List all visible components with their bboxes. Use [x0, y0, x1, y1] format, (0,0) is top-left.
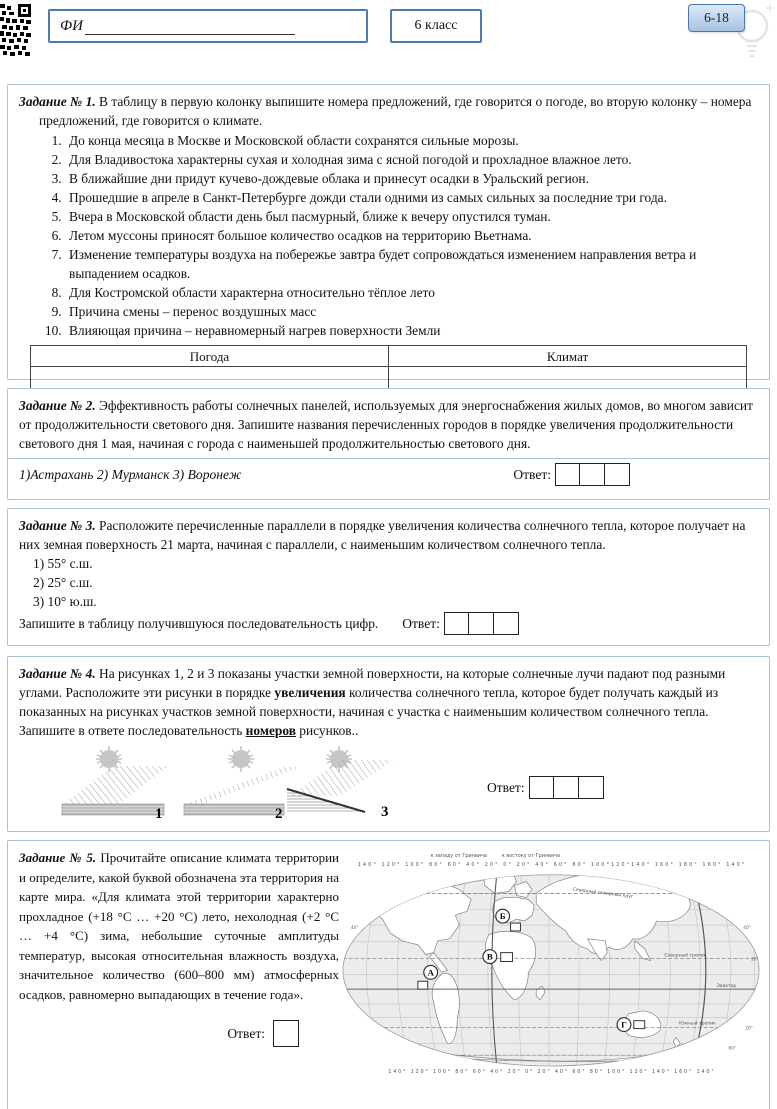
- task-1-list: [19, 131, 758, 340]
- class-field: [390, 9, 482, 43]
- task-2-options-row: [8, 458, 769, 490]
- name-fill-line: [85, 17, 295, 35]
- code-badge-text: 6-18: [704, 10, 729, 25]
- answer-box[interactable]: [579, 776, 604, 799]
- answer-boxes: [444, 612, 519, 635]
- marker-A: А: [427, 967, 434, 978]
- answer-box[interactable]: [605, 463, 630, 486]
- list-item: 2. Для Владивостока характерны сухая и холодная зима с ясной погодой и прохладное влажное лето.: [65, 150, 758, 169]
- answer-boxes: [529, 776, 604, 799]
- list-item: 1. До конца месяца в Москве и Московской области сохранятся сильные морозы.: [65, 131, 758, 150]
- task-4-text-3: рисунков..: [295, 723, 359, 738]
- list-item: 10. Влияющая причина – неравномерный нагрев поверхности Земли: [65, 321, 758, 340]
- answer-label: Ответ:: [402, 616, 440, 631]
- answer-label: Ответ:: [487, 780, 525, 795]
- map-longitude-labels-bottom: 140° 120° 100° 80° 60° 40° 20° 0° 20° 40° 60° 80° 100° 120° 140° 160° 140°: [388, 1068, 714, 1074]
- map-west-label: к западу от Гринвича: [430, 852, 487, 859]
- equator-label: Экватор: [716, 984, 737, 990]
- name-field[interactable]: [48, 9, 368, 43]
- world-map: [339, 850, 763, 1074]
- sun-angle-figure-1: [57, 744, 177, 828]
- list-item: 6. Летом муссоны приносят большое количество осадков на территорию Вьетнама.: [65, 226, 758, 245]
- list-item: 4. Прошедшие в апреле в Санкт-Петербурге дожди стали одними из самых сильных за последние три года.: [65, 188, 758, 207]
- task-1: [7, 84, 770, 380]
- answer-box[interactable]: [580, 463, 605, 486]
- table-header-weather: Погода: [31, 346, 389, 367]
- task-4-bold-2: номеров: [245, 723, 296, 738]
- answer-box[interactable]: [273, 1020, 299, 1047]
- task-3-label: Задание № 3.: [19, 518, 96, 533]
- task-3: [7, 508, 770, 646]
- qr-code: [0, 4, 31, 57]
- lat-label: 20°: [751, 957, 759, 963]
- task-3-footer-text: Запишите в таблицу получившуюся последовательность цифр.: [19, 616, 379, 631]
- sun-angle-figure-3: [281, 744, 416, 828]
- task-4-bold-1: увеличения: [274, 685, 346, 700]
- answer-box[interactable]: [529, 776, 554, 799]
- name-field-label: ФИ: [60, 17, 83, 34]
- list-item: 7. Изменение температуры воздуха на побережье завтра будет сопровождаться изменением направления ветра и выпадением осадков.: [65, 245, 758, 283]
- answer-box[interactable]: [469, 612, 494, 635]
- list-item: 5. Вчера в Московской области день был пасмурный, ближе к вечеру опустился туман.: [65, 207, 758, 226]
- task-2-label: Задание № 2.: [19, 398, 96, 413]
- lat-label: 40°: [350, 925, 359, 931]
- answer-cell-climate[interactable]: [389, 367, 747, 389]
- answer-label: Ответ:: [513, 467, 551, 482]
- header: [0, 0, 777, 84]
- list-item: 8. Для Костромской области характерна относительно тёплое лето: [65, 283, 758, 302]
- task-4-label: Задание № 4.: [19, 666, 96, 681]
- task-2-text: Эффективность работы солнечных панелей, используемых для энергоснабжения жилых домов, во многом зависит от продолжительности светового дня. Запишите названия перечисленных городов в порядке увеличения продолжительности светового дня 1 мая, начиная с города с наименьшей продолжительностью светового дня.: [19, 398, 753, 451]
- answer-box[interactable]: [555, 463, 580, 486]
- answer-label: Ответ:: [227, 1025, 265, 1041]
- map-longitude-labels-top: 140° 120° 100° 80° 60° 40° 20° 0° 20° 40° 60° 80° 100°120°140° 160° 180° 160° 140°: [357, 861, 745, 868]
- task-4-figures: [19, 744, 758, 829]
- task-3-options: [19, 554, 758, 611]
- task-2-answer: [513, 463, 630, 486]
- sun-icon: [228, 746, 254, 772]
- answer-box[interactable]: [444, 612, 469, 635]
- answer-box[interactable]: [554, 776, 579, 799]
- answer-cell-weather[interactable]: [31, 367, 389, 389]
- task-1-statement: [19, 92, 758, 130]
- figure-number: 3: [381, 804, 389, 820]
- list-item: 3. В ближайшие дни придут кучево-дождевые облака и принесут осадки в Уральский регион.: [65, 169, 758, 188]
- marker-B: Б: [499, 911, 506, 922]
- task-4-answer: [487, 776, 604, 799]
- task-3-statement: [19, 516, 758, 554]
- task-5-text: Прочитайте описание климата территории и определите, какой буквой обозначена эта территория на карте мира. «Для климата этой территории характерно прохладное (+18 °С … +20 °С) лето, нехолодная (+2 °С … +4 °С) зима, небольшие суточные амплитуды температур, высокая относительная влажность воздуха, значительное количество (600–800 мм) атмосферных осадков, равномерно выпадающих в течение года».: [19, 850, 339, 1002]
- task-2-statement: [19, 396, 758, 453]
- weather-climate-table: [30, 345, 747, 389]
- lat-label: 60°: [728, 1046, 737, 1052]
- task-2: [7, 388, 770, 500]
- task-5-answer: [19, 1020, 339, 1047]
- class-label: 6 класс: [414, 18, 458, 33]
- sun-rays-beam: [63, 766, 169, 804]
- polar-circle-label: Северный полярный круг: [572, 887, 634, 900]
- sun-rays-beam: [289, 760, 393, 796]
- option: 3) 10° ю.ш.: [33, 594, 97, 609]
- answer-boxes: [555, 463, 630, 486]
- task-4: [7, 656, 770, 832]
- task-5-map-column: [339, 848, 763, 1107]
- task-4-statement: [19, 664, 758, 740]
- table-header-climate: Климат: [389, 346, 747, 367]
- marker-V: В: [486, 951, 493, 962]
- task-3-answer: [402, 612, 519, 635]
- task-5-text-column: [19, 848, 339, 1107]
- option: 1) 55° с.ш.: [33, 556, 93, 571]
- task-1-label: Задание № 1.: [19, 94, 96, 109]
- task-5-label: Задание № 5.: [19, 850, 97, 865]
- task-2-cities: 1)Астрахань 2) Мурманск 3) Воронеж: [19, 467, 242, 482]
- south-tropic-label: Южный тропик: [679, 1021, 716, 1027]
- map-east-label: к востоку от Гринвича: [501, 852, 561, 859]
- lat-label: 20°: [745, 1026, 753, 1032]
- answer-box[interactable]: [494, 612, 519, 635]
- figure-number: 1: [155, 806, 163, 822]
- task-5: [7, 840, 770, 1109]
- task-4-text-2: количества солнечного тепла, которое будет получать каждый из показанных на рисунках участков земной поверхности, начиная с участка с наименьшим количеством солнечного тепла. Запишите в ответе последовательность: [19, 685, 719, 738]
- code-badge: [688, 4, 745, 32]
- lat-label: 40°: [743, 925, 751, 931]
- task-3-text: Расположите перечисленные параллели в порядке увеличения количества солнечного тепла, которое получает на них земная поверхность 21 марта, начиная с параллели, с наименьшим количеством солнечного тепла.: [19, 518, 746, 552]
- figure-number: 2: [275, 806, 283, 822]
- task-3-footer: [19, 612, 758, 635]
- marker-G: Г: [621, 1019, 627, 1030]
- option: 2) 25° с.ш.: [33, 575, 93, 590]
- task-1-text: В таблицу в первую колонку выпишите номера предложений, где говорится о погоде, во вторую колонку – номера предложений, где говорится о климате.: [39, 94, 752, 128]
- north-tropic-label: Северный тропик: [664, 953, 707, 959]
- task-4-text-1: На рисунках 1, 2 и 3 показаны участки земной поверхности, на которые солнечные лучи падают под разными углами. Расположите эти рисунки в порядке: [19, 666, 726, 700]
- list-item: 9. Причина смены – перенос воздушных масс: [65, 302, 758, 321]
